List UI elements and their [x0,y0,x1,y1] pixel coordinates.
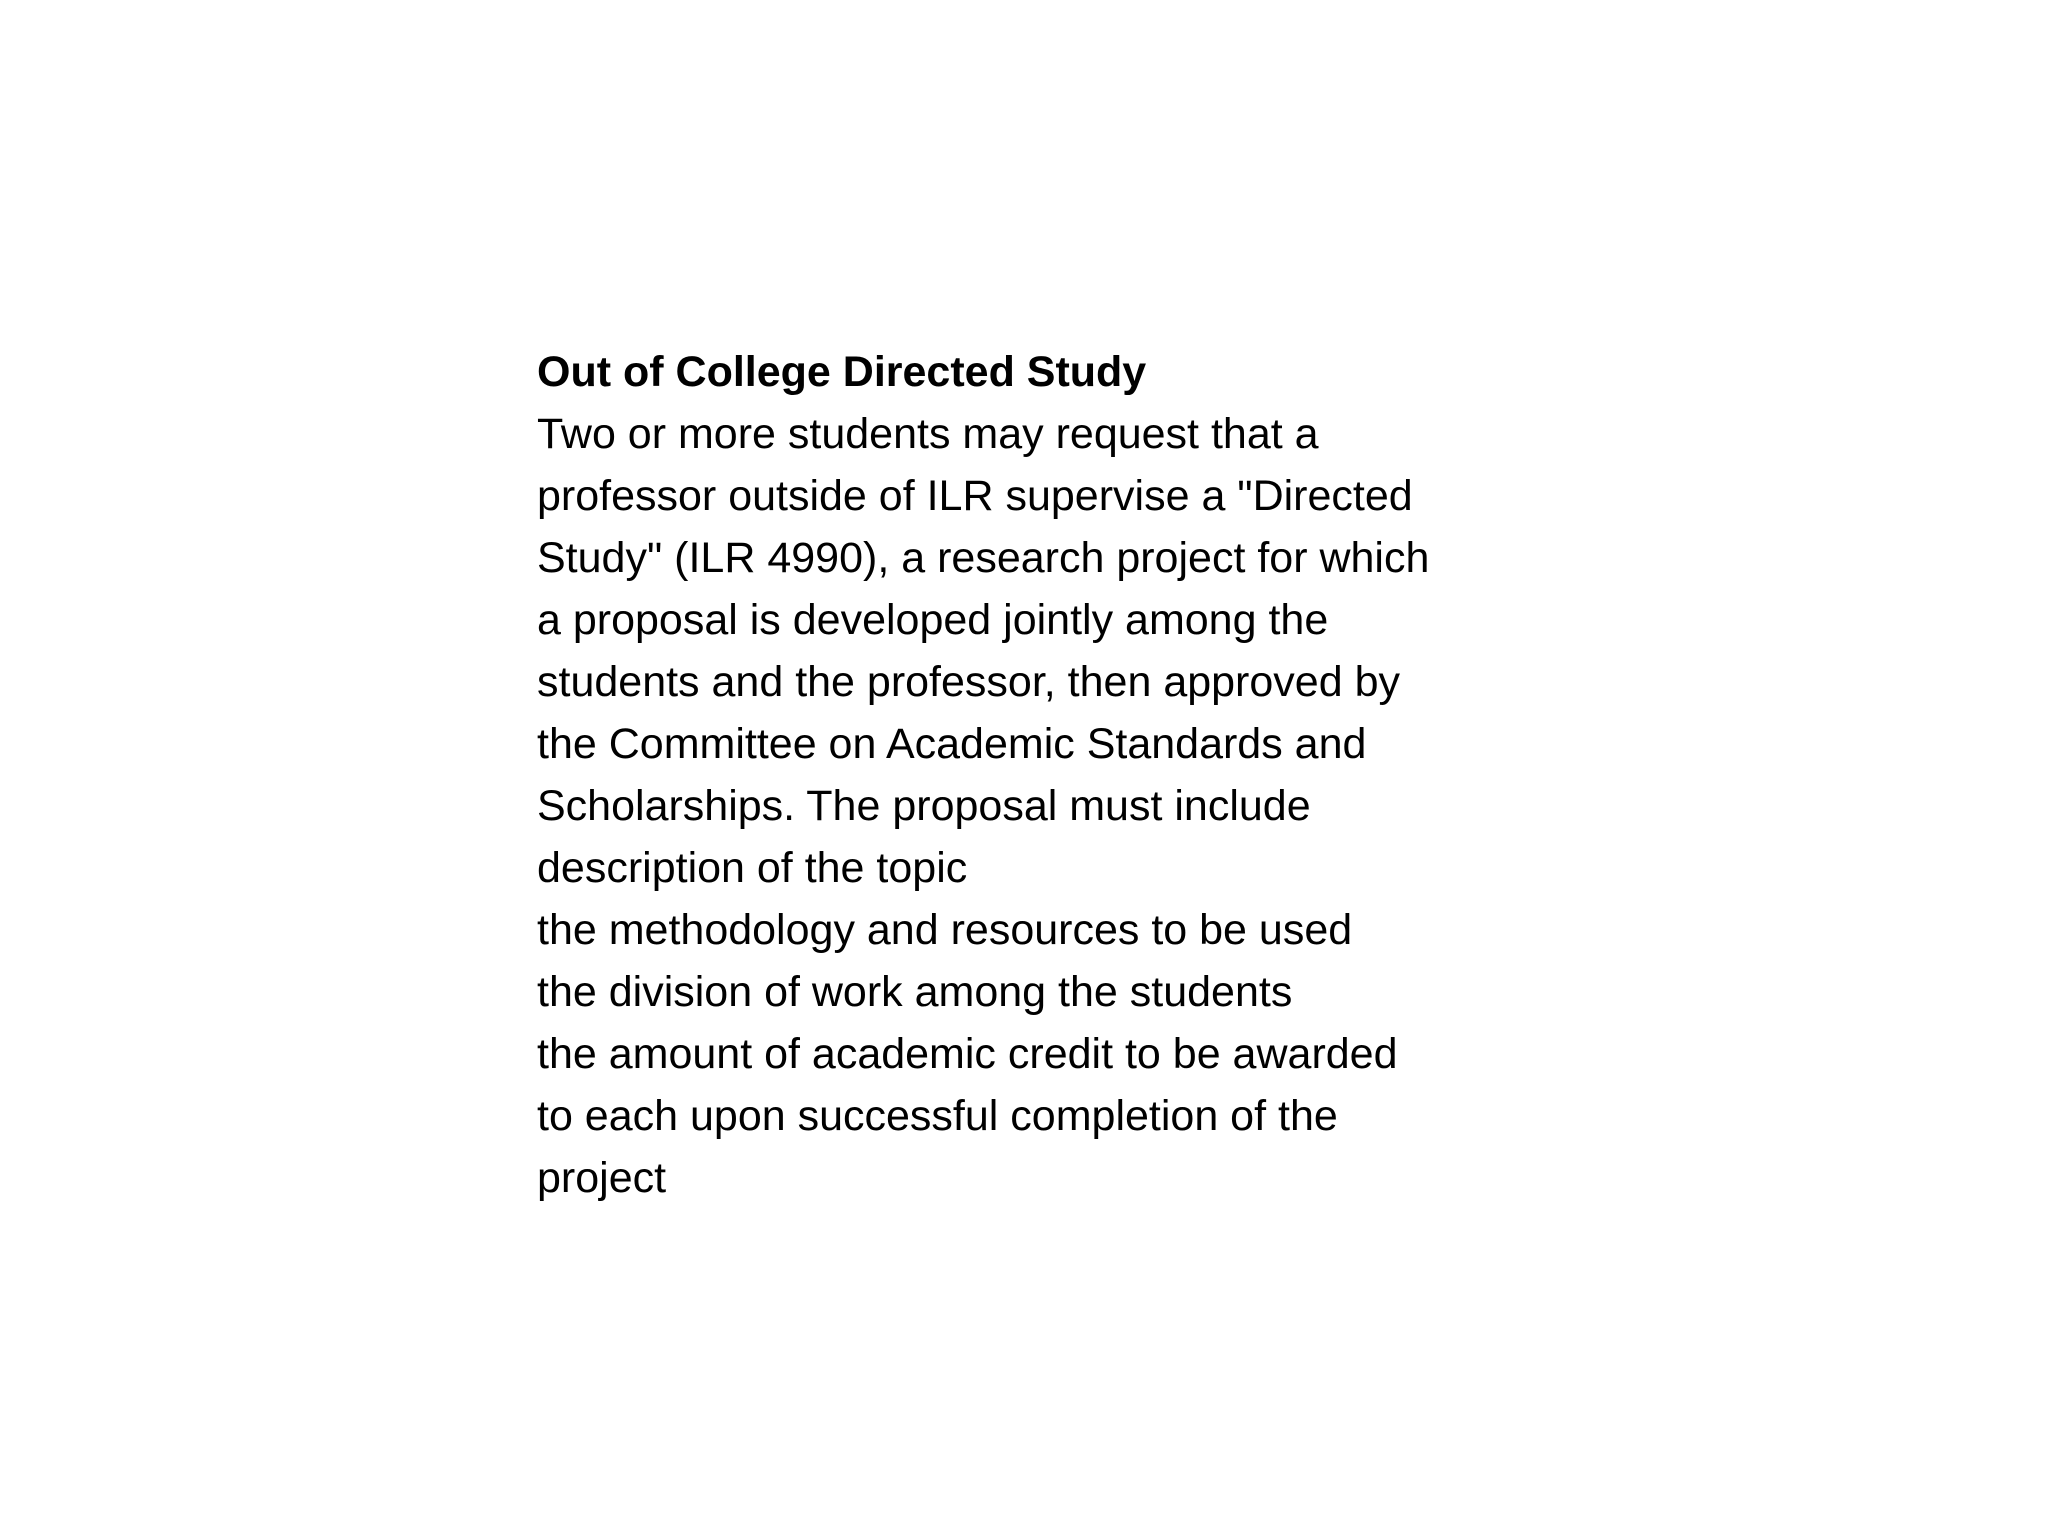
paragraph-line: professor outside of ILR supervise a "Directed [537,472,1413,520]
paragraph-line: Scholarships. The proposal must include [537,782,1311,830]
requirements-list [537,837,1577,1023]
paragraph-line: Study" (ILR 4990), a research project for which [537,534,1430,582]
requirement-item-methodology: the methodology and resources to be used [537,906,1353,954]
requirement-credit-line: to each upon successful completion of the [537,1092,1338,1140]
requirement-item-topic: description of the topic [537,844,968,892]
paragraph-line: students and the professor, then approved by [537,658,1400,706]
document-title: Out of College Directed Study [537,348,1147,396]
requirement-credit-line: project [537,1154,667,1202]
requirement-item-division-of-work: the division of work among the students [537,968,1293,1016]
requirement-item-credit [537,1023,1577,1209]
requirement-credit-line: the amount of academic credit to be awarded [537,1030,1398,1078]
paragraph-line: the Committee on Academic Standards and [537,720,1367,768]
paragraph-line: a proposal is developed jointly among the [537,596,1329,644]
document-text-block [537,341,1577,1209]
intro-paragraph [537,403,1577,837]
paragraph-line: Two or more students may request that a [537,410,1319,458]
